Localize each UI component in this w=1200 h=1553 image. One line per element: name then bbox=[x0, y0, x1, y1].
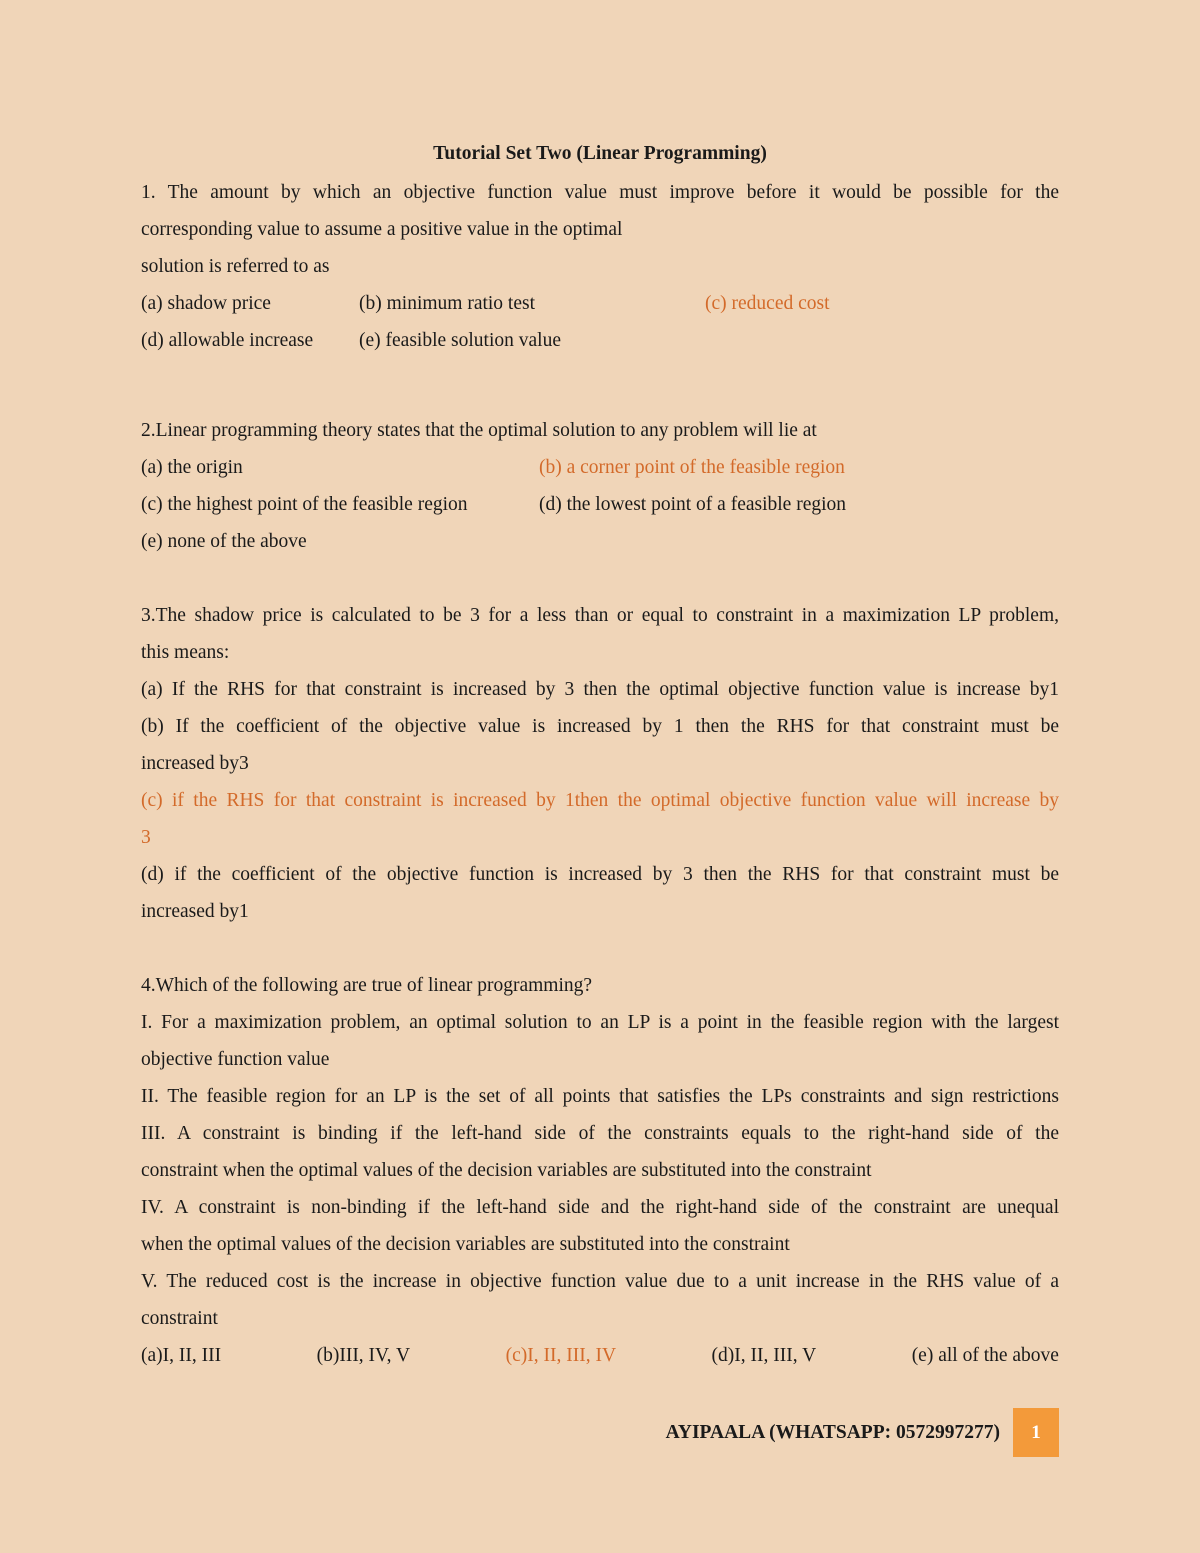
question-1-option-d: (d) allowable increase bbox=[141, 330, 314, 351]
question-4-statement-3-line-1: III. A constraint is binding if the left-hand side of the constraints equals to the right-hand side of the bbox=[141, 1123, 1059, 1144]
question-2-stem: 2.Linear programming theory states that the optimal solution to any problem will lie at bbox=[141, 420, 817, 441]
page-footer bbox=[0, 1408, 1200, 1457]
question-2-option-e: (e) none of the above bbox=[141, 531, 307, 552]
question-2-option-c: (c) the highest point of the feasible region bbox=[141, 494, 468, 515]
question-4-stem: 4.Which of the following are true of linear programming? bbox=[141, 975, 593, 996]
question-1-option-c-correct: (c) reduced cost bbox=[705, 293, 830, 314]
footer-author-contact: AYIPAALA (WHATSAPP: 0572997277) bbox=[665, 1422, 1000, 1443]
question-4-statement-3-line-2: constraint when the optimal values of the decision variables are substituted into the constraint bbox=[141, 1160, 872, 1181]
question-3-option-a: (a) If the RHS for that constraint is increased by 3 then the optimal objective function value is increase by1 bbox=[141, 679, 1059, 700]
question-3-option-b-line-2: increased by3 bbox=[141, 753, 249, 774]
question-3-option-d-line-1: (d) if the coefficient of the objective function is increased by 3 then the RHS for that constraint must be bbox=[141, 864, 1059, 885]
question-4-statement-4-line-1: IV. A constraint is non-binding if the left-hand side and the right-hand side of the constraint are unequal bbox=[141, 1197, 1059, 1218]
question-4-statement-4-line-2: when the optimal values of the decision variables are substituted into the constraint bbox=[141, 1234, 790, 1255]
question-1-option-b: (b) minimum ratio test bbox=[359, 293, 536, 314]
question-3-option-d-line-2: increased by1 bbox=[141, 901, 249, 922]
question-2-option-d: (d) the lowest point of a feasible region bbox=[539, 494, 847, 515]
question-1-stem-line-1: 1. The amount by which an objective function value must improve before it would be possible for the bbox=[141, 182, 1059, 203]
question-2-option-a: (a) the origin bbox=[141, 457, 243, 478]
question-4-statement-5-line-1: V. The reduced cost is the increase in objective function value due to a unit increase in the RHS value of a bbox=[141, 1271, 1059, 1292]
question-4-statement-2: II. The feasible region for an LP is the set of all points that satisfies the LPs constraints and sign restrictions bbox=[141, 1086, 1059, 1107]
question-4-option-a: (a)I, II, III bbox=[141, 1345, 222, 1366]
question-3 bbox=[141, 597, 1059, 930]
question-4-option-d: (d)I, II, III, V bbox=[711, 1345, 817, 1366]
question-4 bbox=[141, 967, 1059, 1374]
question-4-option-e: (e) all of the above bbox=[911, 1345, 1059, 1366]
page-number-badge: 1 bbox=[1013, 1408, 1059, 1457]
question-1-option-a: (a) shadow price bbox=[141, 293, 271, 314]
question-4-statement-1-line-1: I. For a maximization problem, an optimal solution to an LP is a point in the feasible region with the largest bbox=[141, 1012, 1059, 1033]
document-title: Tutorial Set Two (Linear Programming) bbox=[433, 143, 767, 164]
question-4-option-c-correct: (c)I, II, III, IV bbox=[505, 1345, 617, 1366]
question-3-stem-line-2: this means: bbox=[141, 642, 230, 663]
question-3-option-c-correct-line-1: (c) if the RHS for that constraint is increased by 1then the optimal objective function value will increase by bbox=[141, 790, 1059, 811]
question-1-stem-line-2: corresponding value to assume a positive value in the optimal bbox=[141, 219, 623, 240]
question-3-option-c-correct-line-2: 3 bbox=[141, 827, 151, 848]
question-3-option-b-line-1: (b) If the coefficient of the objective value is increased by 1 then the RHS for that constraint must be bbox=[141, 716, 1059, 737]
question-1 bbox=[141, 174, 1059, 359]
question-1-option-e: (e) feasible solution value bbox=[359, 330, 561, 351]
question-4-statement-5-line-2: constraint bbox=[141, 1308, 218, 1329]
question-4-statement-1-line-2: objective function value bbox=[141, 1049, 330, 1070]
document-content bbox=[141, 140, 1059, 1374]
question-2-option-b-correct: (b) a corner point of the feasible region bbox=[539, 457, 845, 478]
question-4-option-b: (b)III, IV, V bbox=[316, 1345, 411, 1366]
question-1-stem-line-3: solution is referred to as bbox=[141, 256, 330, 277]
question-2 bbox=[141, 412, 1059, 560]
question-3-stem-line-1: 3.The shadow price is calculated to be 3 for a less than or equal to constraint in a maximization LP problem, bbox=[141, 605, 1059, 626]
